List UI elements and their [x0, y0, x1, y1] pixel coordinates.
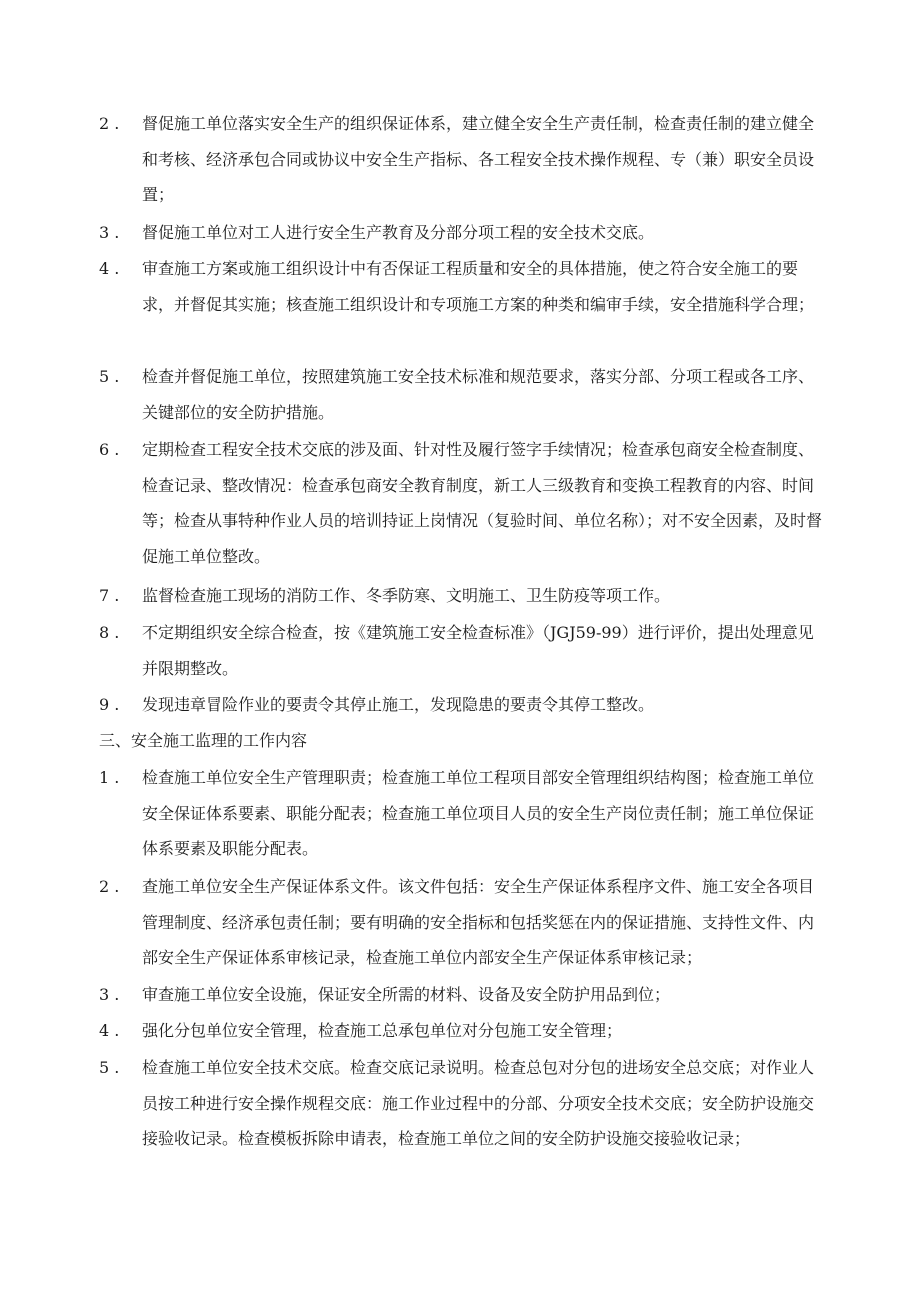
- list-item-2-9: [99, 687, 829, 723]
- list-item-number: 5 .: [99, 1058, 120, 1077]
- list-item-number: 3 .: [99, 223, 120, 242]
- list-item-3-5: [99, 1050, 829, 1157]
- list-item-number: 4 .: [99, 1021, 120, 1040]
- list-item-2-6: [99, 432, 829, 574]
- list-item-number: 5 .: [99, 367, 120, 386]
- list-item-number: 2 .: [99, 877, 120, 896]
- list-item-2-4: [99, 251, 829, 322]
- list-item-text: 审查施工方案或施工组织设计中有否保证工程质量和安全的具体措施，使之符合安全施工的要求，并督促其实施；核查施工组织设计和专项施工方案的种类和编审手续，安全措施科学合理；: [142, 259, 815, 314]
- list-item-text: 督促施工单位落实安全生产的组织保证体系，建立健全安全生产责任制，检查责任制的建立健全和考核、经济承包合同或协议中安全生产指标、各工程安全技术操作规程、专（兼）职安全员设置；: [142, 114, 815, 204]
- list-item-2-2: [99, 106, 829, 213]
- list-item-number: 3 .: [99, 985, 120, 1004]
- list-item-number: 8 .: [99, 623, 120, 642]
- section-heading: 三、安全施工监理的工作内容: [99, 731, 308, 750]
- list-item-text: 检查施工单位安全技术交底。检查交底记录说明。检查总包对分包的进场安全总交底；对作业人员按工种进行安全操作规程交底：施工作业过程中的分部、分项安全技术交底；安全防护设施交接验收记录。检查模板拆除申请表，检查施工单位之间的安全防护设施交接验收记录；: [142, 1058, 815, 1148]
- list-item-2-3: [99, 215, 829, 251]
- list-item-number: 7 .: [99, 586, 120, 605]
- list-item-2-5: [99, 359, 829, 430]
- list-item-text: 定期检查工程安全技术交底的涉及面、针对性及履行签字手续情况；检查承包商安全检查制度、检查记录、整改情况：检查承包商安全教育制度，新工人三级教育和变换工程教育的内容、时间等；检查从事特种作业人员的培训持证上岗情况（复验时间、单位名称）；对不安全因素，及时督促施工单位整改。: [142, 440, 823, 566]
- list-item-3-3: [99, 977, 829, 1013]
- list-item-text: 监督检查施工现场的消防工作、冬季防寒、文明施工、卫生防疫等项工作。: [142, 586, 671, 605]
- list-item-text: 强化分包单位安全管理，检查施工总承包单位对分包施工安全管理；: [142, 1021, 623, 1040]
- list-item-number: 4 .: [99, 259, 120, 278]
- list-item-2-7: [99, 578, 829, 614]
- list-item-2-8: [99, 615, 829, 686]
- list-item-text: 查施工单位安全生产保证体系文件。该文件包括：安全生产保证体系程序文件、施工安全各项目管理制度、经济承包责任制；要有明确的安全指标和包括奖惩在内的保证措施、支持性文件、内部安全生产保证体系审核记录，检查施工单位内部安全生产保证体系审核记录；: [142, 877, 815, 967]
- list-item-3-1: [99, 760, 829, 867]
- list-item-text: 审查施工单位安全设施，保证安全所需的材料、设备及安全防护用品到位；: [142, 985, 671, 1004]
- list-item-text: 督促施工单位对工人进行安全生产教育及分部分项工程的安全技术交底。: [142, 223, 655, 242]
- list-item-text: 检查并督促施工单位，按照建筑施工安全技术标准和规范要求，落实分部、分项工程或各工序、关键部位的安全防护措施。: [142, 367, 815, 422]
- list-item-3-2: [99, 869, 829, 976]
- list-item-3-4: [99, 1013, 829, 1049]
- list-item-text: 发现违章冒险作业的要责令其停止施工，发现隐患的要责令其停工整改。: [142, 695, 655, 714]
- list-item-number: 9 .: [99, 695, 120, 714]
- list-item-number: 2 .: [99, 114, 120, 133]
- list-item-text: 检查施工单位安全生产管理职责；检查施工单位工程项目部安全管理组织结构图；检查施工单位安全保证体系要素、职能分配表；检查施工单位项目人员的安全生产岗位责任制；施工单位保证体系要素及职能分配表。: [142, 768, 815, 858]
- list-item-number: 1 .: [99, 768, 120, 787]
- list-item-text: 不定期组织安全综合检查，按《建筑施工安全检查标准》（JGJ59-99）进行评价，提出处理意见并限期整改。: [142, 623, 814, 678]
- list-item-number: 6 .: [99, 440, 120, 459]
